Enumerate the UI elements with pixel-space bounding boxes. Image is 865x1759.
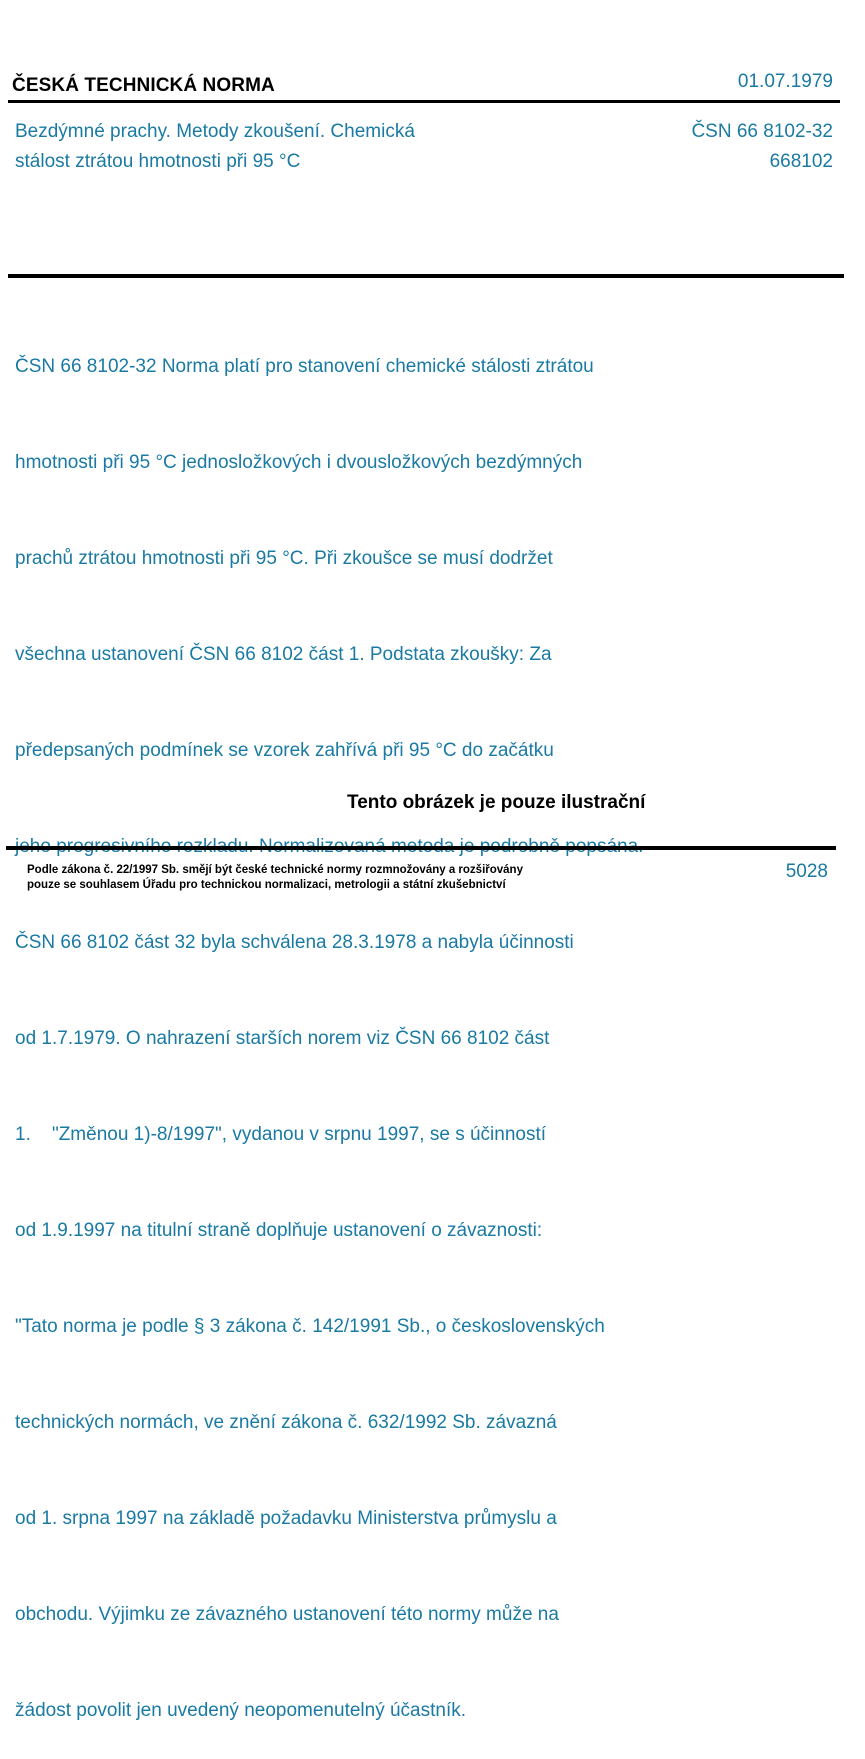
standard-subject (15, 117, 415, 177)
body-line: obchodu. Výjimku ze závazného ustanovení této normy může na (15, 1604, 559, 1625)
class-number: 668102 (769, 151, 833, 172)
footer-divider (6, 846, 836, 850)
footer-line: Podle zákona č. 22/1997 Sb. smějí být české technické normy rozmnožovány a rozšiřovány (27, 864, 523, 876)
body-line: hmotnosti při 95 °C jednosložkových i dvousložkových bezdýmných (15, 452, 583, 473)
footer-line: pouze se souhlasem Úřadu pro technickou normalizaci, metrologii a státní zkušebnictví (27, 879, 506, 891)
body-line: technických normách, ve znění zákona č. 632/1992 Sb. závazná (15, 1412, 557, 1433)
standard-number: ČSN 66 8102-32 (691, 121, 833, 142)
section-divider (8, 274, 844, 278)
body-line: "Tato norma je podle § 3 zákona č. 142/1991 Sb., o československých (15, 1316, 605, 1337)
body-line: předepsaných podmínek se vzorek zahřívá při 95 °C do začátku (15, 740, 554, 761)
header-divider (8, 100, 840, 103)
subject-line: Bezdýmné prachy. Metody zkoušení. Chemická (15, 121, 415, 142)
body-line: prachů ztrátou hmotnosti při 95 °C. Při zkoušce se musí dodržet (15, 548, 553, 569)
body-line: 1. "Změnou 1)-8/1997", vydanou v srpnu 1997, se s účinností (15, 1124, 547, 1145)
document-date: 01.07.1979 (737, 71, 833, 92)
body-line: ČSN 66 8102 část 32 byla schválena 28.3.1978 a nabyla účinnosti (15, 932, 574, 953)
body-line: od 1.7.1979. O nahrazení starších norem viz ČSN 66 8102 část (15, 1028, 550, 1049)
catalog-number: 5028 (785, 861, 828, 882)
illustrative-notice: Tento obrázek je pouze ilustrační (347, 792, 646, 813)
body-line: všechna ustanovení ČSN 66 8102 část 1. Podstata zkoušky: Za (15, 644, 552, 665)
standard-codes (691, 117, 833, 177)
abstract-text (15, 287, 646, 1759)
body-line: od 1. srpna 1997 na základě požadavku Ministerstva průmyslu a (15, 1508, 557, 1529)
copyright-note (27, 863, 523, 893)
body-line: ČSN 66 8102-32 Norma platí pro stanovení chemické stálosti ztrátou (15, 356, 594, 377)
subject-line: stálost ztrátou hmotnosti při 95 °C (15, 151, 301, 172)
document-title: ČESKÁ TECHNICKÁ NORMA (12, 75, 275, 96)
body-line: žádost povolit jen uvedený neopomenutelný účastník. (15, 1700, 467, 1721)
body-line: od 1.9.1997 na titulní straně doplňuje ustanovení o závaznosti: (15, 1220, 543, 1241)
